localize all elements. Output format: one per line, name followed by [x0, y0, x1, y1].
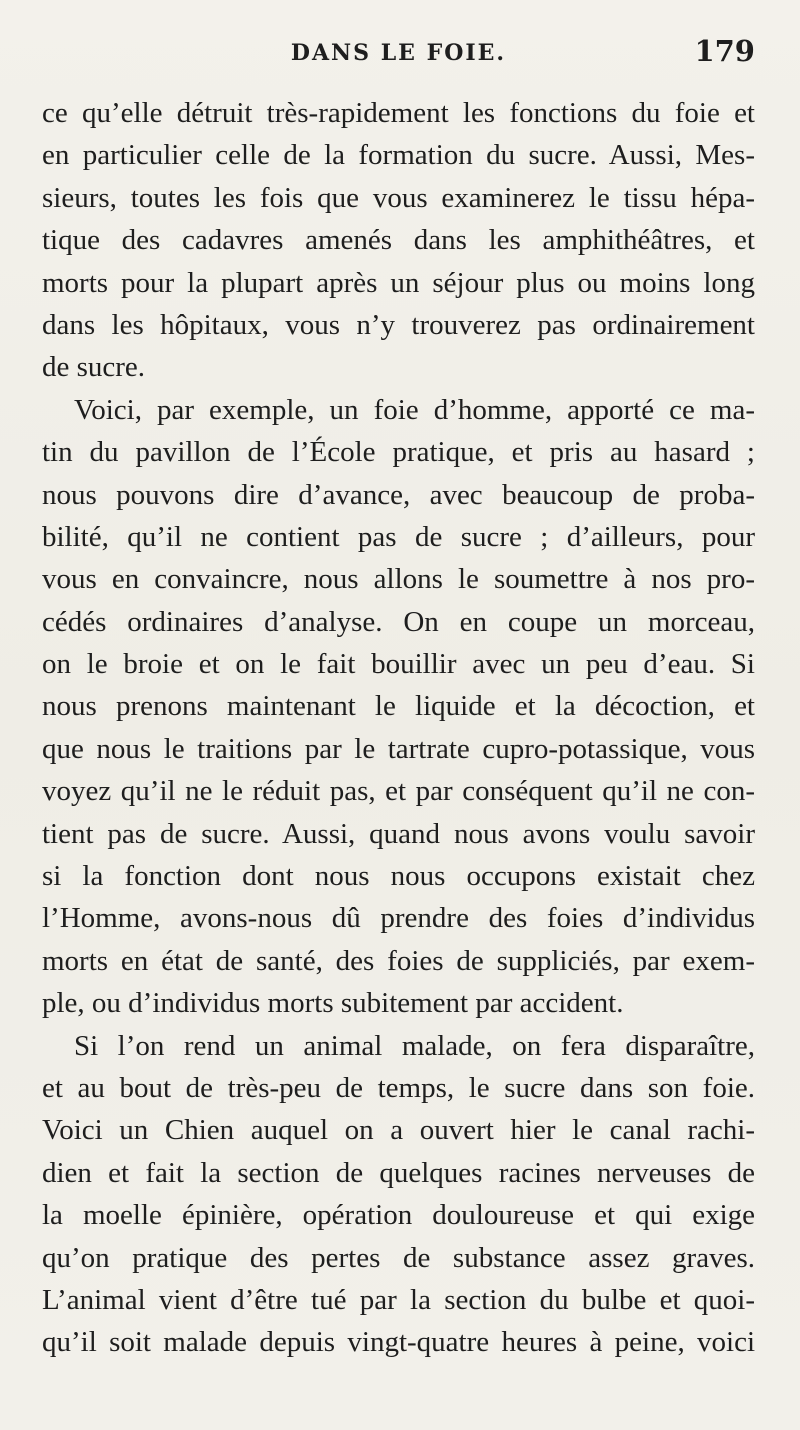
text-line: morts en état de santé, des foies de suppliciés, par exem-: [42, 944, 755, 977]
text-line: tient pas de sucre. Aussi, quand nous avons voulu savoir: [42, 817, 755, 850]
text-line: ple, ou d’individus morts subitement par accident.: [42, 987, 624, 1020]
text-line: tin du pavillon de l’École pratique, et pris au hasard ;: [42, 436, 755, 469]
text-line: cédés ordinaires d’analyse. On en coupe un morceau,: [42, 605, 755, 638]
text-line: la moelle épinière, opération douloureuse et qui exige: [42, 1199, 755, 1232]
text-line: nous pouvons dire d’avance, avec beaucoup de proba-: [42, 478, 755, 511]
text-line: l’Homme, avons-nous dû prendre des foies d’individus: [42, 902, 755, 935]
text-line: Voici, par exemple, un foie d’homme, apporté ce ma-: [74, 393, 755, 426]
text-line: vous en convaincre, nous allons le soumettre à nos pro-: [42, 563, 755, 596]
text-line: Voici un Chien auquel on a ouvert hier le canal rachi-: [42, 1114, 755, 1147]
text-line: sieurs, toutes les fois que vous examinerez le tissu hépa-: [42, 181, 755, 214]
text-line: qu’il soit malade depuis vingt-quatre heures à peine, voici: [42, 1326, 755, 1359]
text-line: tique des cadavres amenés dans les amphithéâtres, et: [42, 224, 755, 257]
text-line: ce qu’elle détruit très-rapidement les fonctions du foie et: [42, 97, 755, 129]
body-text: [42, 92, 755, 1364]
text-line: morts pour la plupart après un séjour plus ou moins long: [42, 266, 755, 299]
text-line: en particulier celle de la formation du sucre. Aussi, Mes-: [42, 139, 755, 172]
text-line: nous prenons maintenant le liquide et la décoction, et: [42, 690, 755, 723]
page-number: 179: [694, 34, 755, 68]
text-line: dans les hôpitaux, vous n’y trouverez pas ordinairement: [42, 308, 755, 341]
text-line: si la fonction dont nous nous occupons existait chez: [42, 860, 755, 893]
text-line: dien et fait la section de quelques racines nerveuses de: [42, 1156, 755, 1189]
text-line: voyez qu’il ne le réduit pas, et par conséquent qu’il ne con-: [42, 775, 755, 808]
text-line: et au bout de très-peu de temps, le sucre dans son foie.: [42, 1071, 755, 1104]
text-line: qu’on pratique des pertes de substance assez graves.: [42, 1241, 755, 1274]
text-line: L’animal vient d’être tué par la section du bulbe et quoi-: [42, 1283, 755, 1316]
text-line: bilité, qu’il ne contient pas de sucre ; d’ailleurs, pour: [42, 520, 755, 553]
text-line: on le broie et on le fait bouillir avec un peu d’eau. Si: [42, 648, 755, 681]
page-header: [42, 0, 755, 92]
text-line: Si l’on rend un animal malade, on fera disparaître,: [74, 1029, 755, 1062]
text-line: de sucre.: [42, 351, 146, 384]
text-line: que nous le traitions par le tartrate cupro-potassique, vous: [42, 732, 755, 765]
running-head: DANS LE FOIE.: [290, 40, 507, 66]
